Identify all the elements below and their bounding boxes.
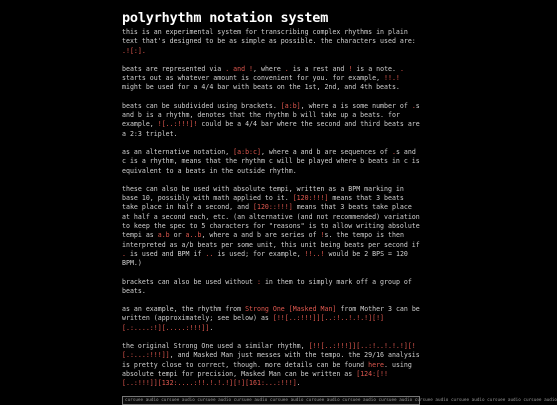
here-link[interactable]: here	[368, 360, 385, 369]
code-inline: .	[411, 101, 416, 110]
code-inline: .	[391, 147, 396, 156]
code-inline: !!.!	[384, 74, 400, 83]
code-inline: !	[348, 64, 353, 73]
code-inline: [a:b]	[280, 101, 301, 110]
code-inline: [124:[!![..:!!!]][132:....:!!.!.!.!][!][161:...:!!!]	[122, 369, 388, 388]
code-inline: ..	[205, 249, 214, 258]
intro-paragraph: this is an experimental system for transcribing complex rhythms in plain text that's designed to be as simple as possible. the characters used are: .![:].	[122, 28, 416, 55]
code-inline: ![..:!!!]!	[157, 120, 198, 129]
code-inline: :	[256, 277, 261, 286]
code-inline: [120::!!!]	[253, 203, 293, 212]
page-title: polyrhythm notation system	[122, 10, 329, 26]
code-inline: [!![..:!!!]][..:!..!.!.!][!][.:....:!][.....:!!!]]	[122, 314, 385, 332]
code-inline: !	[249, 64, 254, 73]
brackets-paragraph: beats can be subdivided using brackets. [a:b], where a is some number of .s and b is a rhythm, denotes that the rhythm b will take up a beats. for example, ![..:!!!]! could be a 4/4 bar where the second and third beats are a 2:3 triplet.	[122, 101, 420, 138]
audio-widget[interactable]: cursuee audio cursuee audio cursuee audio cursuee audio cursuee audio cursuee audio cursuee audio cursuee audio cursuee audio cursuee audio cursuee audio cursuee audio	[122, 396, 420, 405]
code-inline: [120:!!!]	[292, 194, 329, 203]
beats-paragraph: beats are represented via . and !, where . is a rest and ! is a note. . starts out as whatever amount is convenient for you. for example, !!.! might be used for a 4/4 bar with beats on the 1st, 2nd, and 4th beats.	[122, 64, 404, 92]
code-inline: [!![..:!!!]][..:!..!.!.!][![.:...:!!!]]	[122, 342, 416, 360]
code-inline: .	[399, 64, 404, 73]
code-inline: .![:].	[122, 46, 146, 55]
strong-one-link[interactable]: Strong One	[245, 305, 285, 314]
code-inline: a..b	[185, 231, 202, 240]
code-inline: !!..!	[304, 249, 325, 258]
code-inline: a.b	[157, 231, 170, 240]
code-inline: . and	[225, 64, 250, 73]
article	[122, 10, 420, 398]
code-inline: .	[122, 249, 126, 258]
code-inline: !	[320, 231, 325, 240]
code-inline: [a:b:c]	[233, 147, 261, 156]
original-paragraph: the original Strong One used a similar rhythm, [!![..:!!!]][..:!..!.!.!][![.:...:!!!]], and Masked Man just messes with the tempo. the 29/16 analysis is pretty close to correct, though. more details can be found here. using absolute tempi for precision, Masked Man can be written as [124:[!![..:!!!]][132:....:!!.!.!.!][!][161:...:!!!].	[122, 342, 420, 388]
alternative-notation-paragraph: as an alternative notation, [a:b:c], where a and b are sequences of .s and c is a rhythm, means that the rhythm c will be played where b beats in c is equivalent to a beats in the outside rhythm.	[122, 147, 420, 175]
grouping-paragraph: brackets can also be used without : in them to simply mark off a group of beats.	[122, 277, 412, 295]
masked-man-link[interactable]: [Masked Man]	[288, 305, 337, 314]
absolute-tempi-paragraph: these can also be used with absolute tempi, written as a BPM marking in base 10, possibly with math applied to it. [120:!!!] means that 3 beats take place in half a second, and [120::!!!] means that 3 beats take place at half a second each, etc. (an alternative (and not recommended) variation to keep the spec to 5 characters for "reasons" is to allow writing absolute tempi as a.b or a..b, where a and b are series of !s. the tempo is then interpreted as a/b beats per some unit, this unit being beats per second if . is used and BPM if .. is used; for example, !!..! would be 2 BPS = 120 BPM.)	[122, 184, 420, 268]
example-paragraph: as an example, the rhythm from Strong One [Masked Man] from Mother 3 can be written (approximately; see below) as [!![..:!!!]][..:!..!.!.!][!][.:....:!][.....:!!!]].	[122, 305, 420, 332]
code-inline: .	[284, 64, 289, 73]
